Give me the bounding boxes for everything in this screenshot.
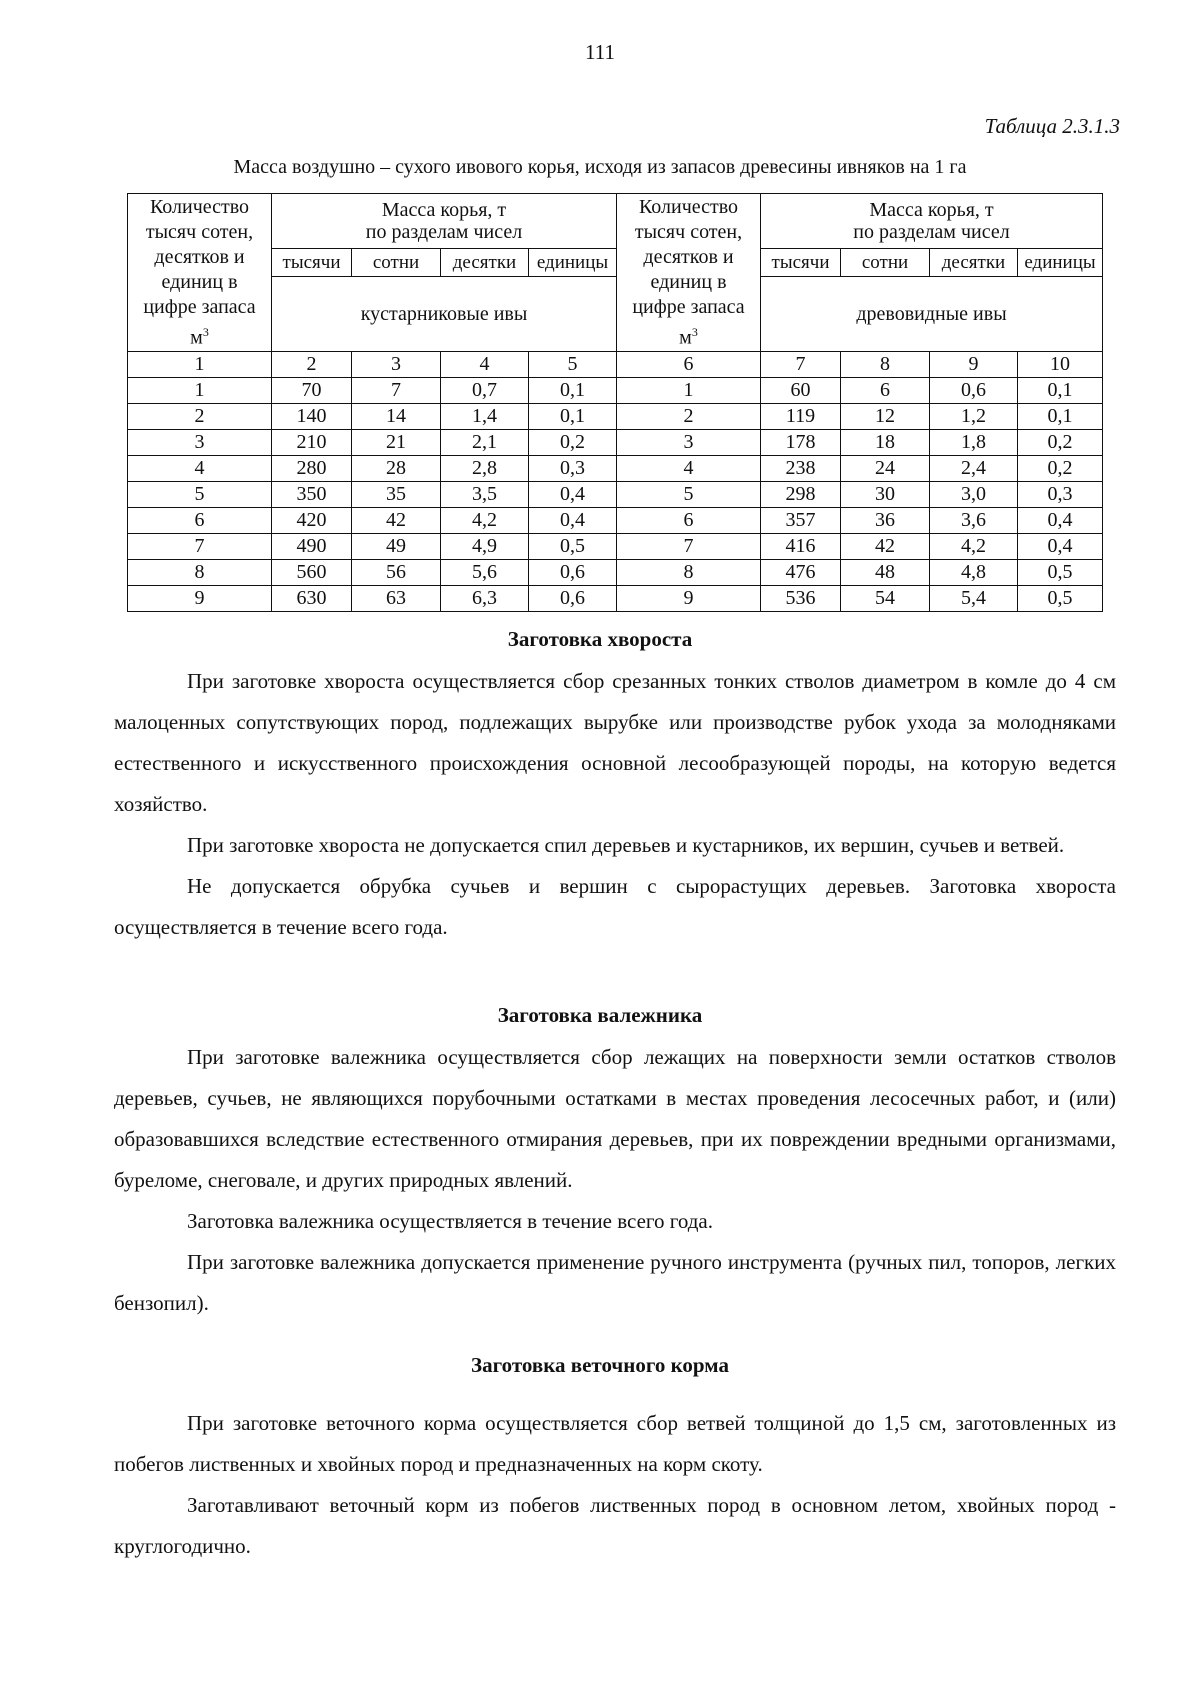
paragraph: При заготовке валежника осуществляется сбор лежащих на поверхности земли остатков стволов деревьев, сучьев, не являющихся порубочными остатками в местах проведения лесосечных работ, и (или) образовавшихся вследствие естественного отмирания деревьев, при их повреждении вредными организмами, буреломе, снеговале, и других природных явлений. <box>114 1045 1116 1192</box>
section-heading-brushwood: Заготовка хвороста <box>507 627 693 651</box>
table-row <box>128 377 1103 403</box>
column-number: 1 <box>128 351 272 377</box>
subheader-hundreds: сотни <box>841 249 930 277</box>
table-cell: 54 <box>841 585 930 611</box>
table-cell: 357 <box>761 507 841 533</box>
table-cell: 2,1 <box>441 429 529 455</box>
table-cell: 3 <box>128 429 272 455</box>
table-cell: 0,1 <box>529 403 617 429</box>
table-cell: 210 <box>272 429 352 455</box>
page-number: 111 <box>585 40 615 64</box>
table-cell: 6 <box>841 377 930 403</box>
column-number: 5 <box>529 351 617 377</box>
table-row <box>128 533 1103 559</box>
table-cell: 4,2 <box>441 507 529 533</box>
table-cell: 4,8 <box>930 559 1018 585</box>
subheader-thousands: тысячи <box>761 249 841 277</box>
table-cell: 178 <box>761 429 841 455</box>
table-cell: 3 <box>617 429 761 455</box>
paragraph: При заготовке хвороста осуществляется сбор срезанных тонких стволов диаметром в комле до 4 см малоценных сопутствующих пород, подлежащих вырубке или производстве рубок ухода за молодняками естественного и искусственного происхождения основной лесообразующей породы, на которую ведется хозяйство. <box>114 669 1116 816</box>
table-cell: 21 <box>352 429 441 455</box>
quantity-header-left: Количество тысяч сотен, десятков и единиц в цифре запаса $м^3$ <box>128 194 272 352</box>
table-cell: 0,2 <box>1018 429 1103 455</box>
table-cell: 0,6 <box>930 377 1018 403</box>
subheader-tens: десятки <box>930 249 1018 277</box>
table-cell: 0,4 <box>529 481 617 507</box>
table-cell: 36 <box>841 507 930 533</box>
column-number: 2 <box>272 351 352 377</box>
mass-header-left: Масса корья, т по разделам чисел <box>272 194 617 249</box>
table-cell: 2,8 <box>441 455 529 481</box>
table-cell: 7 <box>617 533 761 559</box>
table-cell: 2,4 <box>930 455 1018 481</box>
table-cell: 28 <box>352 455 441 481</box>
table-cell: 5,6 <box>441 559 529 585</box>
section-heading-deadwood: Заготовка валежника <box>497 1003 703 1027</box>
table-cell: 4 <box>128 455 272 481</box>
table-cell: 0,6 <box>529 559 617 585</box>
table-cell: 238 <box>761 455 841 481</box>
table-cell: 24 <box>841 455 930 481</box>
section-deadwood-text <box>114 1037 1116 1324</box>
table-cell: 5,4 <box>930 585 1018 611</box>
table-cell: 49 <box>352 533 441 559</box>
group-shrub-willows: кустарниковые ивы <box>272 276 617 351</box>
table-cell: 42 <box>352 507 441 533</box>
table-cell: 70 <box>272 377 352 403</box>
table-cell: 9 <box>128 585 272 611</box>
table-cell: 476 <box>761 559 841 585</box>
table-cell: 56 <box>352 559 441 585</box>
table-cell: 280 <box>272 455 352 481</box>
subheader-units: единицы <box>1018 249 1103 277</box>
table-cell: 4,9 <box>441 533 529 559</box>
table-cell: 1 <box>617 377 761 403</box>
table-cell: 0,6 <box>529 585 617 611</box>
section-heading-twig-fodder: Заготовка веточного корма <box>471 1353 729 1377</box>
table-cell: 298 <box>761 481 841 507</box>
table-cell: 0,4 <box>529 507 617 533</box>
table-cell: 42 <box>841 533 930 559</box>
table-cell: 350 <box>272 481 352 507</box>
column-number: 3 <box>352 351 441 377</box>
paragraph: Не допускается обрубка сучьев и вершин с сырорастущих деревьев. Заготовка хвороста осуществляется в течение всего года. <box>114 874 1116 939</box>
table-row <box>128 429 1103 455</box>
paragraph: При заготовке хвороста не допускается спил деревьев и кустарников, их вершин, сучьев и ветвей. <box>187 833 1065 857</box>
table-cell: 5 <box>617 481 761 507</box>
table-cell: 0,5 <box>529 533 617 559</box>
table-cell: 1,8 <box>930 429 1018 455</box>
table-cell: 0,1 <box>1018 403 1103 429</box>
table-cell: 140 <box>272 403 352 429</box>
table-cell: 1,2 <box>930 403 1018 429</box>
column-number: 10 <box>1018 351 1103 377</box>
table-cell: 35 <box>352 481 441 507</box>
table-row <box>128 559 1103 585</box>
table-caption: Масса воздушно – сухого ивового корья, исходя из запасов древесины ивняков на 1 га <box>233 156 967 178</box>
table-cell: 5 <box>128 481 272 507</box>
subheader-hundreds: сотни <box>352 249 441 277</box>
table-cell: 4,2 <box>930 533 1018 559</box>
table-cell: 0,4 <box>1018 507 1103 533</box>
table-cell: 2 <box>128 403 272 429</box>
table-cell: 48 <box>841 559 930 585</box>
table-cell: 630 <box>272 585 352 611</box>
paragraph: При заготовке веточного корма осуществляется сбор ветвей толщиной до 1,5 см, заготовленных из побегов лиственных и хвойных пород и предназначенных на корм скоту. <box>114 1411 1116 1476</box>
column-number: 4 <box>441 351 529 377</box>
table-cell: 0,4 <box>1018 533 1103 559</box>
column-number-row <box>128 351 1103 377</box>
table-label: Таблица 2.3.1.3 <box>984 114 1120 138</box>
table-cell: 7 <box>352 377 441 403</box>
paragraph: При заготовке валежника допускается применение ручного инструмента (ручных пил, топоров, легких бензопил). <box>114 1250 1116 1315</box>
table-cell: 9 <box>617 585 761 611</box>
table-cell: 7 <box>128 533 272 559</box>
subheader-tens: десятки <box>441 249 529 277</box>
table-cell: 60 <box>761 377 841 403</box>
table-cell: 6,3 <box>441 585 529 611</box>
table-cell: 3,5 <box>441 481 529 507</box>
table-cell: 0,5 <box>1018 559 1103 585</box>
quantity-header-right: Количество тысяч сотен, десятков и единиц в цифре запаса $м^3$ <box>617 194 761 352</box>
section-twig-fodder-text <box>114 1403 1116 1567</box>
table-row <box>128 481 1103 507</box>
section-brushwood-text <box>114 661 1116 948</box>
table-cell: 0,1 <box>529 377 617 403</box>
table-cell: 0,7 <box>441 377 529 403</box>
table-cell: 8 <box>617 559 761 585</box>
table-cell: 0,2 <box>1018 455 1103 481</box>
bark-mass-table <box>127 193 1103 612</box>
table-cell: 6 <box>128 507 272 533</box>
table-cell: 63 <box>352 585 441 611</box>
group-tree-willows: древовидные ивы <box>761 276 1103 351</box>
table-row <box>128 403 1103 429</box>
table-cell: 0,3 <box>1018 481 1103 507</box>
table-cell: 490 <box>272 533 352 559</box>
table-cell: 18 <box>841 429 930 455</box>
table-cell: 536 <box>761 585 841 611</box>
table-cell: 8 <box>128 559 272 585</box>
subheader-thousands: тысячи <box>272 249 352 277</box>
table-cell: 416 <box>761 533 841 559</box>
paragraph: Заготавливают веточный корм из побегов лиственных пород в основном летом, хвойных пород - круглогодично. <box>114 1493 1116 1558</box>
mass-header-right: Масса корья, т по разделам чисел <box>761 194 1103 249</box>
table-cell: 3,0 <box>930 481 1018 507</box>
table-cell: 4 <box>617 455 761 481</box>
table-cell: 0,5 <box>1018 585 1103 611</box>
table-cell: 0,1 <box>1018 377 1103 403</box>
table-cell: 1,4 <box>441 403 529 429</box>
paragraph: Заготовка валежника осуществляется в течение всего года. <box>187 1209 713 1233</box>
table-cell: 1 <box>128 377 272 403</box>
table-cell: 420 <box>272 507 352 533</box>
column-number: 8 <box>841 351 930 377</box>
table-cell: 2 <box>617 403 761 429</box>
subheader-units: единицы <box>529 249 617 277</box>
table-cell: 30 <box>841 481 930 507</box>
table-cell: 560 <box>272 559 352 585</box>
table-cell: 0,2 <box>529 429 617 455</box>
column-number: 9 <box>930 351 1018 377</box>
table-row <box>128 455 1103 481</box>
column-number: 6 <box>617 351 761 377</box>
table-cell: 0,3 <box>529 455 617 481</box>
column-number: 7 <box>761 351 841 377</box>
table-cell: 12 <box>841 403 930 429</box>
table-cell: 6 <box>617 507 761 533</box>
table-row <box>128 585 1103 611</box>
table-cell: 119 <box>761 403 841 429</box>
table-row <box>128 507 1103 533</box>
table-cell: 14 <box>352 403 441 429</box>
table-cell: 3,6 <box>930 507 1018 533</box>
